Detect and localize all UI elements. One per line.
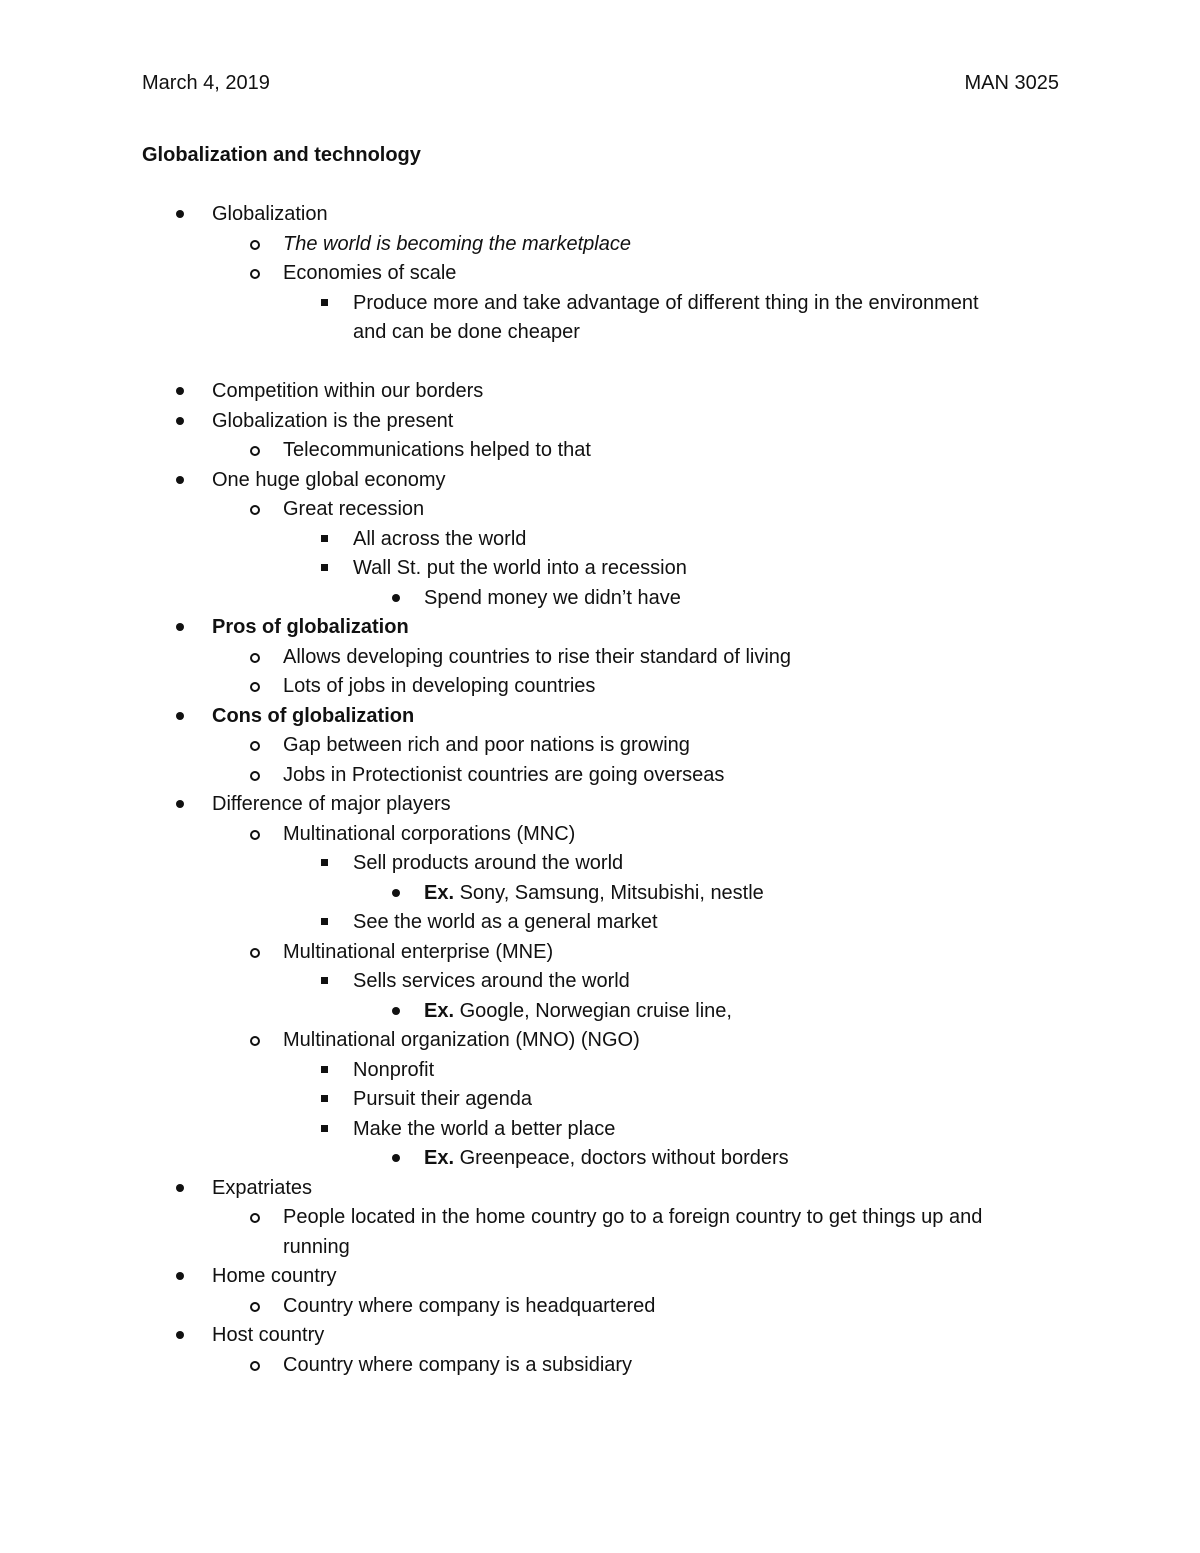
outline-bullet-icon [176, 623, 184, 631]
outline-item-text: See the world as a general market [353, 911, 658, 933]
outline-bullet-icon [250, 830, 260, 840]
outline-item-text: Nonprofit [353, 1058, 435, 1081]
outline-item [283, 1203, 982, 1231]
outline-item-continuation: running [283, 1235, 350, 1258]
outline-item-text: Host country [212, 1324, 325, 1346]
outline-item [353, 1115, 615, 1143]
outline-item [424, 997, 732, 1025]
outline-item-text: Multinational organization (MNO) (NGO) [283, 1029, 640, 1051]
outline-item [424, 1144, 789, 1172]
outline-item [353, 908, 658, 936]
outline-item-text: Spend money we didn’t have [424, 586, 681, 609]
outline-item-text: Sony, Samsung, Mitsubishi, nestle [454, 881, 764, 904]
outline-item-text: Cons of globalization [212, 704, 415, 727]
outline-item-text: The world is becoming the marketplace [283, 232, 631, 255]
outline-item [283, 938, 553, 966]
outline-item [212, 407, 453, 435]
outline-item-text: Lots of jobs in developing countries [283, 675, 596, 697]
outline-bullet-icon [250, 1361, 260, 1371]
outline-item-text: Google, Norwegian cruise line, [454, 999, 732, 1022]
outline-item [353, 525, 526, 553]
outline-item [424, 584, 681, 612]
outline-bullet-icon [250, 1036, 260, 1046]
outline-item-text: Great recession [283, 498, 425, 520]
outline-bullet-icon [321, 1125, 328, 1132]
outline-bullet-icon [250, 446, 260, 456]
outline-item [212, 1321, 324, 1349]
outline-bullet-icon [321, 1066, 328, 1073]
outline-item-text: Country where company is headquartered [283, 1294, 656, 1317]
outline-bullet-icon [176, 387, 184, 395]
outline-bullet-icon [250, 653, 260, 663]
outline-item [424, 879, 764, 907]
example-lead: Ex. [424, 881, 455, 904]
header-date: March 4, 2019 [142, 72, 270, 94]
example-lead: Ex. [424, 1147, 455, 1169]
outline-item-text: Allows developing countries to rise their standard of living [283, 645, 792, 668]
outline-item-text: All across the world [353, 527, 527, 550]
outline-item-text: Produce more and take advantage of different thing in the environment [353, 291, 979, 314]
outline-bullet-icon [392, 1007, 400, 1015]
outline-item [353, 967, 630, 995]
outline-item-text: Make the world a better place [353, 1117, 616, 1140]
document-title: Globalization and technology [142, 144, 421, 166]
outline-item-text: Difference of major players [212, 793, 451, 815]
header-course: MAN 3025 [964, 72, 1059, 94]
outline-item [283, 1026, 640, 1054]
outline-bullet-icon [176, 1331, 184, 1339]
outline-bullet-icon [250, 682, 260, 692]
outline-item-text: Wall St. put the world into a recession [353, 557, 687, 579]
outline-bullet-icon [392, 1154, 400, 1162]
outline-item [353, 289, 979, 317]
outline-item [283, 230, 631, 258]
outline-bullet-icon [250, 1213, 260, 1223]
outline-item-text: Competition within our borders [212, 380, 484, 402]
outline-item [212, 613, 409, 641]
outline-bullet-icon [321, 977, 328, 984]
outline-item [353, 1085, 532, 1113]
outline-item [212, 1262, 337, 1290]
outline-bullet-icon [250, 505, 260, 515]
outline-bullet-icon [250, 1302, 260, 1312]
outline-bullet-icon [176, 417, 184, 425]
outline-item [283, 761, 724, 789]
outline-item [283, 1351, 632, 1379]
outline-bullet-icon [250, 269, 260, 279]
outline-item [353, 849, 623, 877]
outline-item [212, 377, 483, 405]
outline-item-text: Gap between rich and poor nations is growing [283, 734, 690, 756]
example-lead: Ex. [424, 999, 455, 1022]
outline-bullet-icon [321, 535, 328, 542]
outline-item [283, 672, 595, 700]
outline-item-text: Pros of globalization [212, 616, 409, 638]
outline-bullet-icon [176, 1272, 184, 1280]
outline-bullet-icon [176, 476, 184, 484]
outline-item [212, 702, 414, 730]
outline-bullet-icon [392, 889, 400, 897]
outline-bullet-icon [250, 240, 260, 250]
outline-item [283, 436, 591, 464]
outline-item [212, 466, 446, 494]
outline-bullet-icon [392, 594, 400, 602]
outline-item-text: Multinational enterprise (MNE) [283, 940, 554, 963]
outline-item-text: People located in the home country go to a foreign country to get things up and [283, 1206, 983, 1228]
outline-item [283, 259, 456, 287]
outline-item-text: Sell products around the world [353, 852, 624, 874]
outline-item-text: Sells services around the world [353, 970, 630, 992]
outline-item-text: Telecommunications helped to that [283, 439, 591, 461]
outline-item [212, 200, 328, 228]
outline-item [353, 554, 687, 582]
outline-bullet-icon [321, 299, 328, 306]
outline-item-text: Home country [212, 1265, 337, 1287]
outline-item-text: Pursuit their agenda [353, 1088, 533, 1110]
outline-item-text: Multinational corporations (MNC) [283, 822, 576, 845]
outline-bullet-icon [250, 741, 260, 751]
outline-item-text: Greenpeace, doctors without borders [454, 1147, 789, 1169]
outline-item [212, 1174, 312, 1202]
outline-item-text: One huge global economy [212, 468, 446, 491]
outline-item [283, 731, 690, 759]
outline-bullet-icon [321, 859, 328, 866]
outline-item [283, 643, 791, 671]
outline-item [212, 790, 451, 818]
outline-bullet-icon [176, 1184, 184, 1192]
outline-item-text: Globalization [212, 203, 328, 225]
outline-bullet-icon [321, 918, 328, 925]
outline-bullet-icon [250, 771, 260, 781]
outline-item-continuation: and can be done cheaper [353, 321, 580, 343]
outline-bullet-icon [321, 1095, 328, 1102]
outline-item [353, 1056, 434, 1084]
outline-bullet-icon [250, 948, 260, 958]
outline-item-text: Expatriates [212, 1176, 313, 1199]
outline-item [283, 1292, 655, 1320]
outline-item [283, 820, 575, 848]
outline-item [283, 495, 424, 523]
outline-item-text: Jobs in Protectionist countries are going overseas [283, 763, 725, 786]
outline-bullet-icon [176, 210, 184, 218]
outline-bullet-icon [176, 712, 184, 720]
outline-item-text: Globalization is the present [212, 409, 454, 432]
outline-bullet-icon [176, 800, 184, 808]
outline-item-text: Country where company is a subsidiary [283, 1353, 633, 1376]
outline-item-text: Economies of scale [283, 262, 457, 284]
outline-bullet-icon [321, 564, 328, 571]
